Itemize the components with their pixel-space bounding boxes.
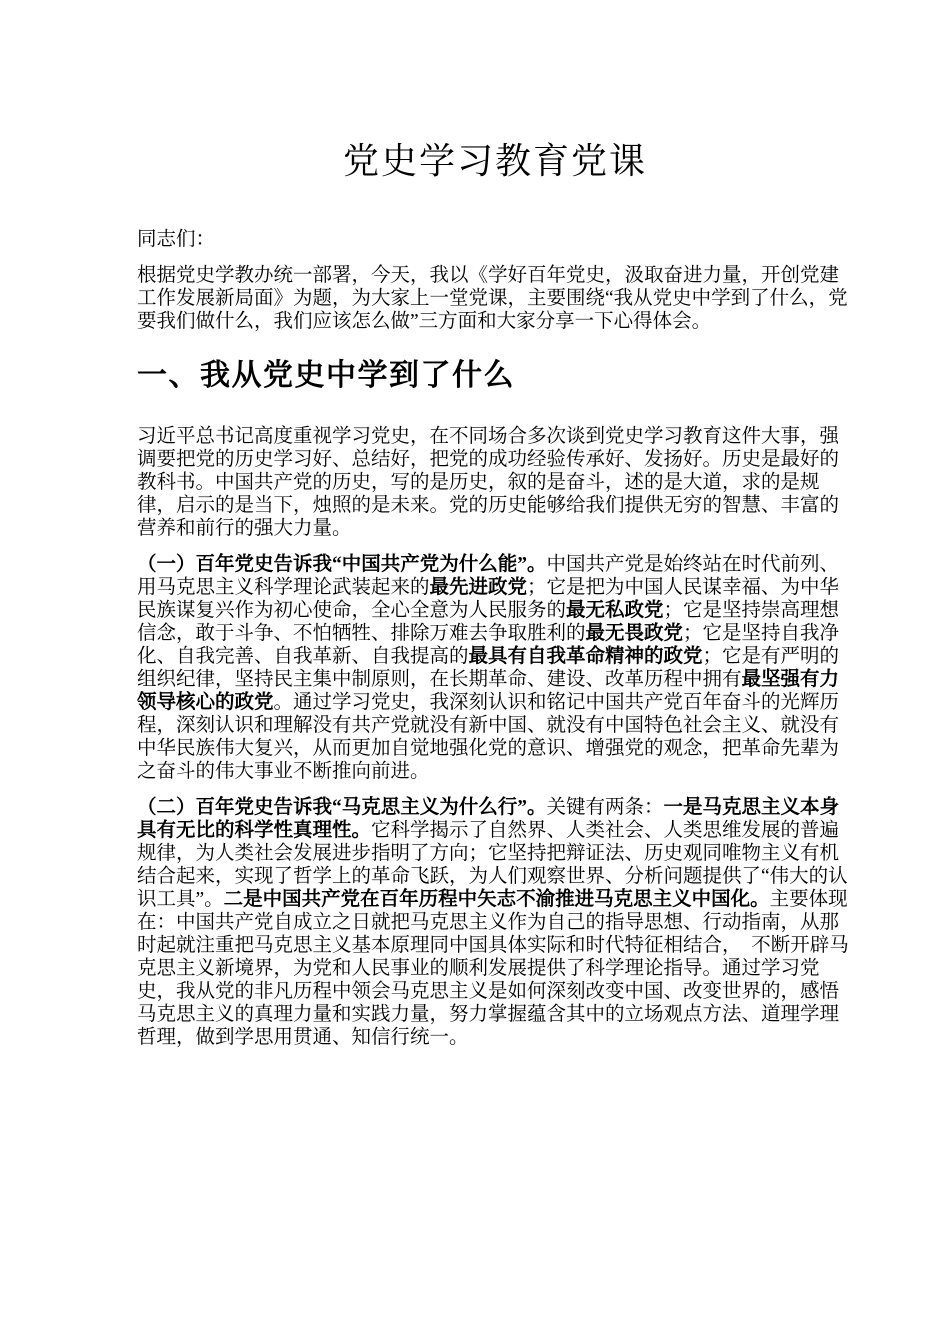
text-run: 根据党史学教办统一部署，今天，我以《学好百年党史，汲取奋进力量，开创党建工作发展新局面》为题，为大家上一堂党课，主要围绕“我从党史中学到了什么，党要我们做什么，我们应该怎么做”三方面和大家分享一下心得体会。 xyxy=(137,265,848,332)
text-run: 中国共产党是始终站在时代前列、用马克思主义科学理论武装起来的 xyxy=(137,554,840,598)
text-run: ；它是坚持自我净化、自我完善、自我革新、自我提高的 xyxy=(137,623,840,667)
text-run: 习近平总书记高度重视学习党史，在不同场合多次谈到党史学习教育这件大事，强调要把党的历史学习好、总结好，把党的成功经验传承好、发扬好。历史是最好的教科书。中国共产党的历史，写的是历史，叙的是奋斗，述的是大道，求的是规律，启示的是当下，烛照的是未来。党的历史能够给我们提供无穷的智慧、丰富的营养和前行的强大力量。 xyxy=(137,426,840,539)
text-run: 它科学揭示了自然界、人类社会、人类思维发展的普遍规律，为人类社会发展进步指明了方向；它坚持把辩证法、历史观同唯物主义有机结合起来，实现了哲学上的革命飞跃，为人们观察世界、分析问题提供了“伟大的认识工具”。 xyxy=(137,820,848,910)
text-run: ；它是坚持崇高理想信念，敢于斗争、不怕牺牲、排除万难去争取胜利的 xyxy=(137,600,840,644)
document-title: 党史学习教育党课 xyxy=(342,141,647,181)
section-1-lead-paragraph xyxy=(137,425,853,540)
text-run: 。通过学习党史，我深刻认识和铭记中国共产党百年奋斗的光辉历程，深刻认识和理解没有共产党就没有新中国、就没有中国特色社会主义、就没有中华民族伟大复兴，从而更加自觉地强化党的意识、增强党的观念，把革命先辈为之奋斗的伟大事业不断推向前进。 xyxy=(137,692,840,782)
bold-text-run: 最无畏政党 xyxy=(585,623,684,644)
section-1-point-2-paragraph xyxy=(137,796,853,1049)
bold-text-run: （二）百年党史告诉我“马克思主义为什么行”。 xyxy=(137,797,547,818)
text-run: ；它是有严明的组织纪律，坚持民主集中制原则，在长期革命、建设、改革历程中拥有 xyxy=(137,646,840,690)
salutation-line: 同志们： xyxy=(137,229,216,250)
bold-text-run: 最坚强有力领导核心的政党 xyxy=(137,669,840,713)
text-run: 关键有两条： xyxy=(546,797,664,818)
intro-paragraph xyxy=(137,264,853,333)
bold-text-run: 二是中国共产党在百年历程中矢志不渝推进马克思主义中国化。 xyxy=(223,889,770,910)
text-run: 主要体现在：中国共产党自成立之日就把马克思主义作为自己的指导思想、行动指南，从那时起就注重把马克思主义基本原理同中国具体实际和时代特征相结合， 不断开辟马克思主义新境界，为党和人民事业的顺利发展提供了科学理论指导。通过学习党史，我从党的非凡历程中领会马克思主义是如何深刻改变中国、改变世界的，感悟马克思主义的真理力量和实践力量，努力掌握蕴含其中的立场观点方法、道理学理哲理，做到学思用贯通、知信行统一。 xyxy=(137,889,849,1048)
bold-text-run: 最无私政党 xyxy=(566,600,664,621)
bold-text-run: 一是马克思主义本身具有无比的科学性真理性。 xyxy=(137,797,840,841)
bold-text-run: （一）百年党史告诉我“中国共产党为什么能”。 xyxy=(137,554,547,575)
section-1-heading: 一、我从党史中学到了什么 xyxy=(137,359,515,392)
bold-text-run: 最具有自我革命精神的政党 xyxy=(468,646,703,667)
bold-text-run: 最先进政党 xyxy=(429,577,528,598)
text-run: ；它是把为中国人民谋幸福、为中华民族谋复兴作为初心使命，全心全意为人民服务的 xyxy=(137,577,840,621)
section-1-point-1-paragraph xyxy=(137,553,853,783)
